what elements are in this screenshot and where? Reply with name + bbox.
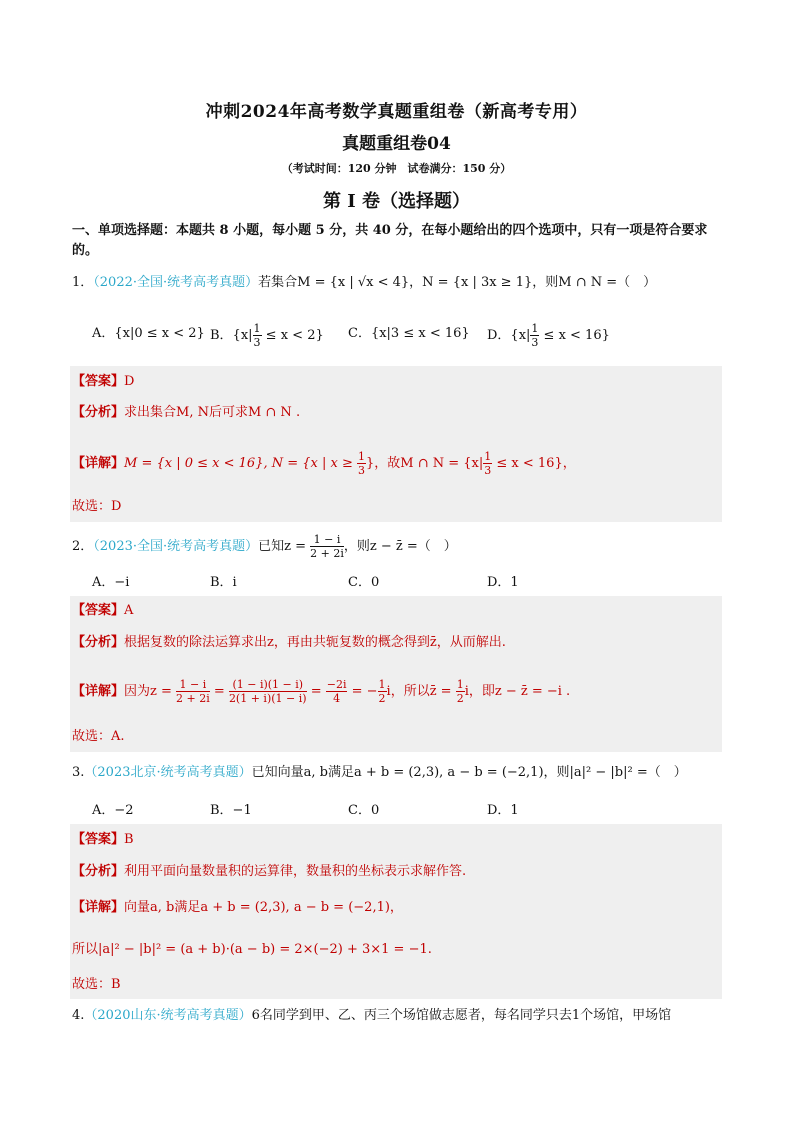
- q3-answer: 【答案】B: [72, 832, 134, 847]
- fraction: $\frac{1}{2}$: [456, 678, 464, 705]
- q3-detail-line2: 所以|a|² − |b|² = (a + b)·(a − b) = 2×(−2) + 3×1 = −1.: [72, 942, 432, 957]
- exam-info: （考试时间：120 分钟 试卷满分：150 分）: [281, 162, 512, 175]
- option-c: C．{x|3 ≤ x < 16}: [348, 326, 470, 341]
- analysis-text: 求出集合M, N后可求M ∩ N .: [124, 405, 301, 420]
- question-number: 3.: [72, 765, 85, 780]
- option-d: D．1: [487, 803, 519, 818]
- question-number: 2．: [72, 539, 94, 554]
- question-stem: 6名同学到甲、乙、丙三个场馆做志愿者，每名同学只去1个场馆，甲场馆: [251, 1008, 672, 1023]
- q1-analysis: [72, 403, 722, 423]
- q3-choice: 故选：B: [72, 977, 121, 992]
- option-text: D．{x|: [487, 328, 531, 343]
- q3-analysis: 【分析】利用平面向量数量积的运算律，数量积的坐标表示求解作答.: [72, 864, 467, 879]
- option-text: ≤ x < 16}: [539, 328, 610, 343]
- option-b: [210, 322, 324, 349]
- fraction: $\frac{1 - i}{2 + 2i}$: [310, 533, 344, 560]
- exam-subtitle: 真题重组卷04: [342, 134, 451, 154]
- answer-value: D: [124, 374, 135, 389]
- fraction: $\frac{1}{3}$: [531, 322, 539, 349]
- question-1: [72, 273, 722, 293]
- section-intro: 一、单项选择题：本题共 8 小题，每小题 5 分，共 40 分，在每小题给出的四个选项中，只有一项是符合要求的。: [72, 223, 708, 258]
- option-text: B．{x|: [210, 328, 253, 343]
- option-d: [487, 322, 610, 349]
- option-a: A．{x|0 ≤ x < 2}: [92, 326, 205, 341]
- fraction: $\frac{1}{3}$: [358, 450, 365, 477]
- option-b: B．i: [210, 575, 237, 590]
- option-c: C．0: [348, 575, 380, 590]
- option-a: A．−i: [92, 575, 130, 590]
- question-number: 4.: [72, 1008, 85, 1023]
- question-4: [72, 1006, 732, 1026]
- fraction: $\frac{(1 - i)(1 - i)}{2(1 + i)(1 - i)}$: [228, 678, 307, 705]
- question-number: 1．: [72, 275, 94, 290]
- question-source: （2023北京·统考高考真题）: [84, 765, 252, 780]
- option-c: C．0: [348, 803, 380, 818]
- exam-title: 冲刺2024年高考数学真题重组卷（新高考专用）: [205, 102, 588, 122]
- fraction: $\frac{1}{3}$: [484, 450, 492, 477]
- q2-detail: 【详解】因为z = $\frac{1 - i}{2 + 2i}$ = $\frac{(1 - i)(1 - i)}{2(1 + i)(1 - i)}$ = $\frac{-2i}{4}$ = − $\frac{1}{2}$ i，所以z̄ = $\frac{1}{2}$ i，即z − z̄ = −i .: [72, 678, 571, 705]
- question-stem: 若集合M = {x | √x < 4}，N = {x | 3x ≥ 1}，则M ∩ N =（ ）: [258, 275, 657, 290]
- option-d: D．1: [487, 575, 519, 590]
- detail-label: 【详解】: [72, 456, 125, 471]
- fraction: $\frac{1 - i}{2 + 2i}$: [176, 678, 210, 705]
- question-source: （2022·全国·统考高考真题）: [93, 275, 259, 290]
- q2-analysis: 【分析】根据复数的除法运算求出z，再由共轭复数的概念得到z̄，从而解出.: [72, 635, 506, 650]
- answer-label: 【答案】: [72, 374, 125, 389]
- question-2: 2．（2023·全国·统考高考真题）已知z = $\frac{1 - i}{2 + 2i}$ ，则z − z̄ =（ ）: [72, 533, 457, 560]
- analysis-label: 【分析】: [72, 405, 125, 420]
- question-3: [72, 763, 722, 783]
- question-source: （2020山东·统考高考真题）: [84, 1008, 252, 1023]
- question-stem: 已知向量a, b满足a + b = (2,3), a − b = (−2,1)，则|a|² − |b|² =（ ）: [251, 765, 687, 780]
- option-b: B．−1: [210, 803, 252, 818]
- q3-detail: 【详解】向量a, b满足a + b = (2,3), a − b = (−2,1)，: [72, 900, 403, 915]
- q2-choice: 故选：A.: [72, 729, 125, 744]
- part-title: 第 I 卷（选择题）: [323, 191, 470, 212]
- option-a: A．−2: [92, 803, 134, 818]
- fraction: $\frac{1}{3}$: [253, 322, 261, 349]
- q2-answer: 【答案】A: [72, 603, 134, 618]
- question-source: （2023·全国·统考高考真题）: [93, 539, 259, 554]
- fraction: $\frac{1}{2}$: [378, 678, 386, 705]
- q1-choice: 故选：D: [72, 499, 122, 514]
- q1-answer: [72, 372, 722, 392]
- q1-detail: 【详解】M = {x | 0 ≤ x < 16}, N = {x | x ≥ $\frac{1}{3}$ }，故M ∩ N = {x| $\frac{1}{3}$ ≤ x < 16}，: [72, 450, 576, 477]
- option-text: ≤ x < 2}: [261, 328, 324, 343]
- fraction: $\frac{-2i}{4}$: [326, 678, 347, 705]
